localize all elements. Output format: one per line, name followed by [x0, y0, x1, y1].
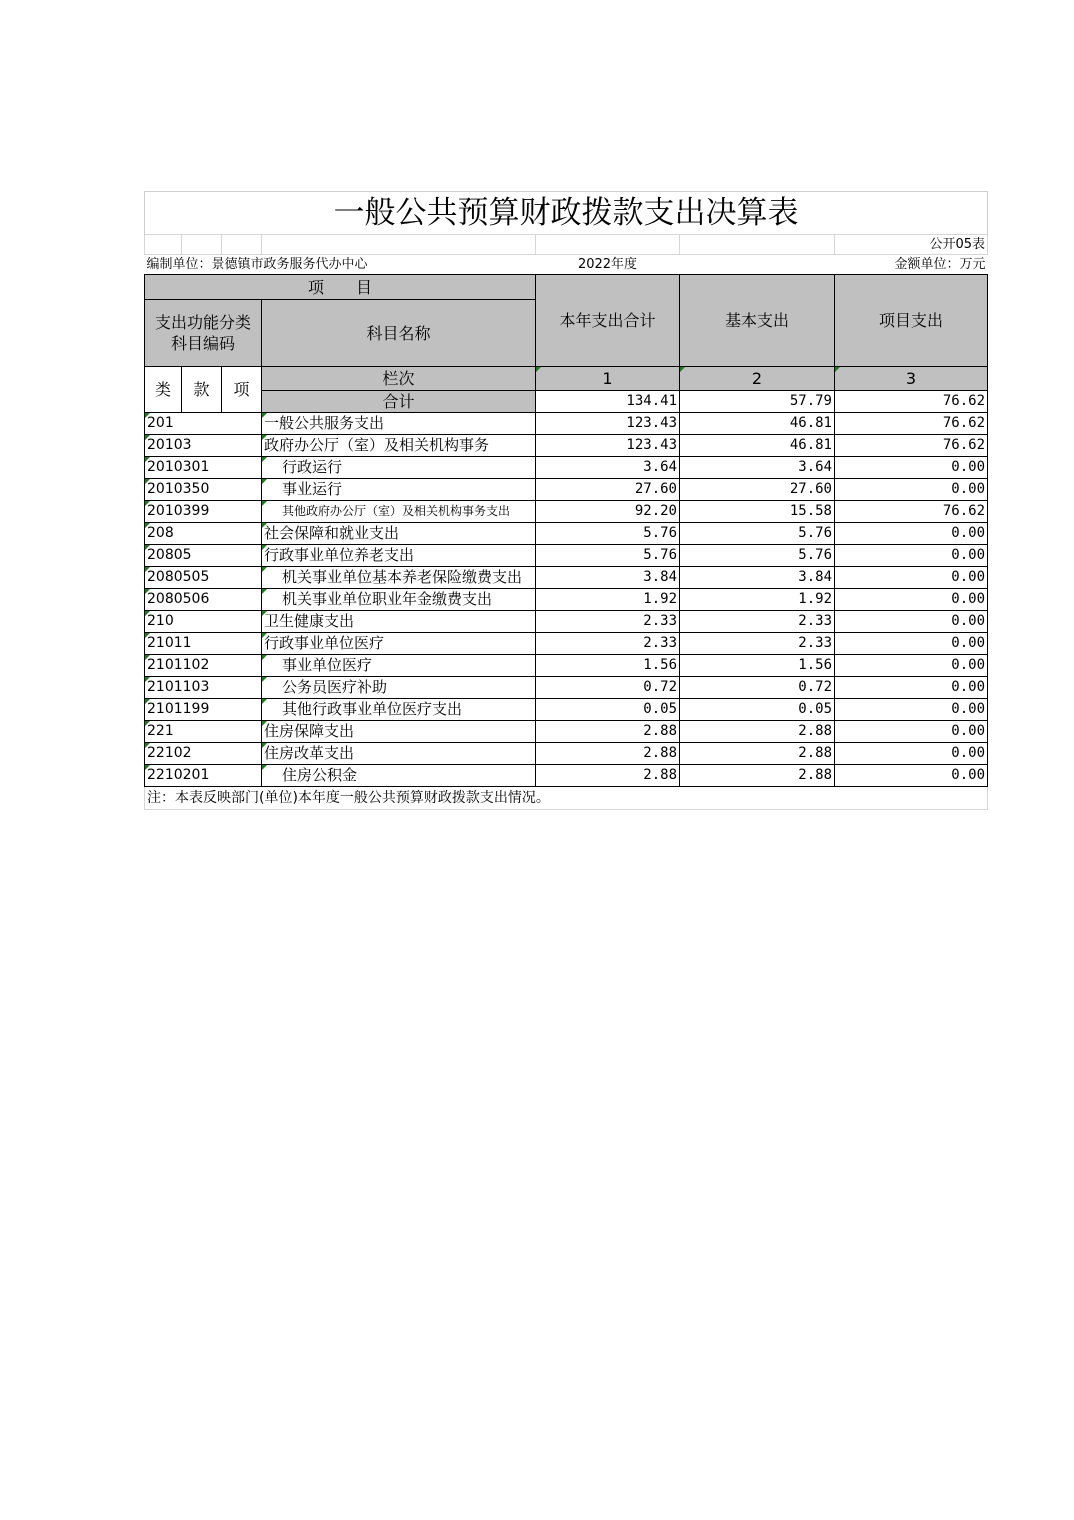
- header-lei: 类: [145, 367, 182, 413]
- row-project: 0.00: [835, 633, 988, 655]
- row-basic: 5.76: [680, 545, 835, 567]
- header-total: 本年支出合计: [536, 275, 680, 367]
- row-total: 27.60: [536, 479, 680, 501]
- table-row: [145, 567, 988, 589]
- total-basic: 57.79: [680, 391, 835, 413]
- row-code: 21011: [145, 633, 262, 655]
- budget-sheet: [144, 191, 987, 810]
- row-project: 0.00: [835, 567, 988, 589]
- row-name: 行政运行: [262, 457, 536, 479]
- row-basic: 46.81: [680, 435, 835, 457]
- row-name: 一般公共服务支出: [262, 413, 536, 435]
- row-name: 机关事业单位职业年金缴费支出: [262, 589, 536, 611]
- row-code: 2101199: [145, 699, 262, 721]
- row-project: 76.62: [835, 501, 988, 523]
- row-code: 2010350: [145, 479, 262, 501]
- row-code: 22102: [145, 743, 262, 765]
- row-name: 政府办公厅（室）及相关机构事务: [262, 435, 536, 457]
- table-row: [145, 655, 988, 677]
- row-project: 0.00: [835, 765, 988, 787]
- table-row: [145, 699, 988, 721]
- row-code: 221: [145, 721, 262, 743]
- row-project: 76.62: [835, 413, 988, 435]
- row-total: 2.33: [536, 611, 680, 633]
- row-code: 2080506: [145, 589, 262, 611]
- row-project: 0.00: [835, 479, 988, 501]
- row-project: 0.00: [835, 589, 988, 611]
- row-basic: 2.88: [680, 721, 835, 743]
- row-basic: 3.64: [680, 457, 835, 479]
- row-name: 卫生健康支出: [262, 611, 536, 633]
- table-row: [145, 589, 988, 611]
- table-row: [145, 501, 988, 523]
- row-total: 3.64: [536, 457, 680, 479]
- row-project: 0.00: [835, 743, 988, 765]
- total-sum: 134.41: [536, 391, 680, 413]
- row-basic: 1.56: [680, 655, 835, 677]
- row-basic: 15.58: [680, 501, 835, 523]
- row-total: 0.72: [536, 677, 680, 699]
- table-title: 一般公共预算财政拨款支出决算表: [145, 192, 988, 235]
- total-project: 76.62: [835, 391, 988, 413]
- row-basic: 5.76: [680, 523, 835, 545]
- row-project: 0.00: [835, 545, 988, 567]
- header-code-group: 支出功能分类科目编码: [145, 300, 262, 367]
- row-total: 2.88: [536, 721, 680, 743]
- row-basic: 0.05: [680, 699, 835, 721]
- header-kuan: 款: [182, 367, 222, 413]
- header-xiang: 项: [222, 367, 262, 413]
- table-row: [145, 743, 988, 765]
- row-total: 2.88: [536, 743, 680, 765]
- currency-unit: 金额单位：万元: [894, 257, 986, 272]
- row-project: 0.00: [835, 721, 988, 743]
- row-total: 1.92: [536, 589, 680, 611]
- row-name: 事业运行: [262, 479, 536, 501]
- row-code: 2101103: [145, 677, 262, 699]
- row-name: 机关事业单位基本养老保险缴费支出: [262, 567, 536, 589]
- table-row: [145, 765, 988, 787]
- row-total: 92.20: [536, 501, 680, 523]
- row-name: 行政事业单位养老支出: [262, 545, 536, 567]
- row-basic: 2.88: [680, 743, 835, 765]
- row-project: 0.00: [835, 655, 988, 677]
- col-number-3: 3: [835, 367, 988, 391]
- header-project: 项目支出: [835, 275, 988, 367]
- table-row: [145, 721, 988, 743]
- row-project: 0.00: [835, 611, 988, 633]
- row-name: 其他政府办公厅（室）及相关机构事务支出: [262, 501, 536, 523]
- table-row: [145, 545, 988, 567]
- row-total: 123.43: [536, 435, 680, 457]
- row-total: 5.76: [536, 523, 680, 545]
- row-basic: 2.33: [680, 611, 835, 633]
- table-row: [145, 435, 988, 457]
- row-code: 208: [145, 523, 262, 545]
- row-basic: 3.84: [680, 567, 835, 589]
- header-basic: 基本支出: [680, 275, 835, 367]
- row-name: 住房改革支出: [262, 743, 536, 765]
- row-total: 5.76: [536, 545, 680, 567]
- row-basic: 27.60: [680, 479, 835, 501]
- row-code: 201: [145, 413, 262, 435]
- table-row: [145, 457, 988, 479]
- row-code: 20805: [145, 545, 262, 567]
- row-project: 0.00: [835, 457, 988, 479]
- table-row: [145, 413, 988, 435]
- row-total: 0.05: [536, 699, 680, 721]
- row-name: 其他行政事业单位医疗支出: [262, 699, 536, 721]
- table-row: [145, 633, 988, 655]
- row-code: 2010301: [145, 457, 262, 479]
- row-name: 社会保障和就业支出: [262, 523, 536, 545]
- row-code: 2080505: [145, 567, 262, 589]
- header-item: 项 目: [145, 275, 536, 300]
- row-basic: 1.92: [680, 589, 835, 611]
- col-number-1: 1: [536, 367, 680, 391]
- row-name: 住房公积金: [262, 765, 536, 787]
- row-name: 事业单位医疗: [262, 655, 536, 677]
- header-heji: 合计: [262, 391, 536, 413]
- row-code: 2010399: [145, 501, 262, 523]
- row-project: 0.00: [835, 523, 988, 545]
- row-project: 0.00: [835, 699, 988, 721]
- row-project: 76.62: [835, 435, 988, 457]
- table-note: 注：本表反映部门(单位)本年度一般公共预算财政拨款支出情况。: [145, 787, 988, 810]
- table-row: [145, 523, 988, 545]
- row-name: 行政事业单位医疗: [262, 633, 536, 655]
- header-lanci: 栏次: [262, 367, 536, 391]
- row-total: 2.88: [536, 765, 680, 787]
- col-number-2: 2: [680, 367, 835, 391]
- row-total: 123.43: [536, 413, 680, 435]
- row-code: 20103: [145, 435, 262, 457]
- row-total: 2.33: [536, 633, 680, 655]
- row-basic: 0.72: [680, 677, 835, 699]
- compiling-unit: 编制单位：景德镇市政务服务代办中心: [146, 257, 368, 272]
- row-basic: 2.88: [680, 765, 835, 787]
- row-name: 公务员医疗补助: [262, 677, 536, 699]
- row-basic: 46.81: [680, 413, 835, 435]
- row-total: 1.56: [536, 655, 680, 677]
- form-code: 公开05表: [835, 235, 988, 255]
- row-code: 2210201: [145, 765, 262, 787]
- header-name: 科目名称: [262, 300, 536, 367]
- table-row: [145, 677, 988, 699]
- row-total: 3.84: [536, 567, 680, 589]
- table-row: [145, 611, 988, 633]
- row-basic: 2.33: [680, 633, 835, 655]
- expenditure-table: [144, 191, 988, 810]
- fiscal-year: 2022年度: [577, 257, 638, 272]
- row-code: 2101102: [145, 655, 262, 677]
- table-row: [145, 479, 988, 501]
- row-project: 0.00: [835, 677, 988, 699]
- row-code: 210: [145, 611, 262, 633]
- row-name: 住房保障支出: [262, 721, 536, 743]
